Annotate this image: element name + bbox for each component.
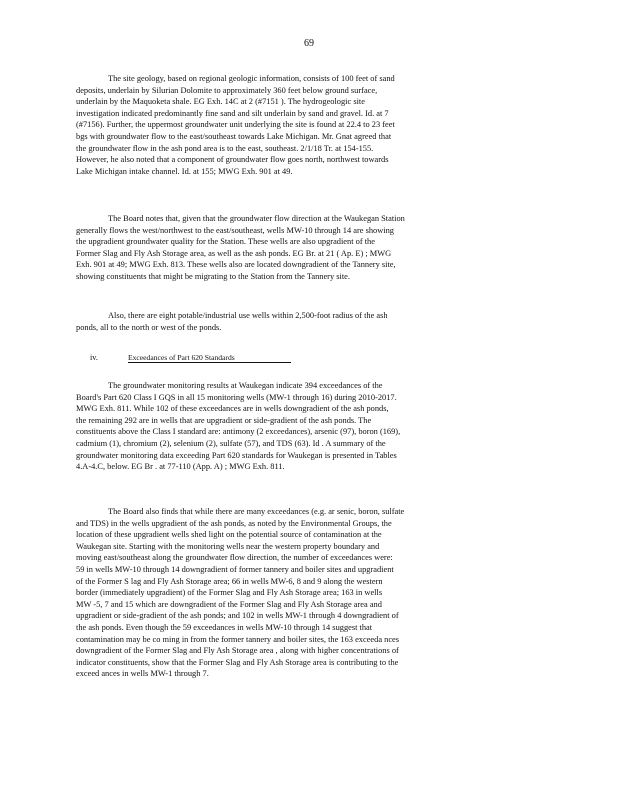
- section-number: iv.: [90, 353, 98, 362]
- text-line: upgradient or side-gradient of the ash ponds; and 102 in wells MW-1 through 4 downgradient of: [76, 611, 399, 621]
- text-line: deposits, underlain by Silurian Dolomite to approximately 360 feet below ground surface,: [76, 85, 378, 95]
- text-line: indicator constituents, show that the Former Slag and Fly Ash Storage area is contributing to the: [76, 657, 399, 667]
- text-line: Waukegan site. Starting with the monitoring wells near the western property boundary and: [76, 541, 380, 551]
- text-line: ponds, all to the north or west of the ponds.: [76, 322, 222, 332]
- text-line: The groundwater monitoring results at Waukegan indicate 394 exceedances of the: [108, 381, 383, 390]
- paragraph-exceedances: [76, 380, 536, 473]
- text-line: of the Former S lag and Fly Ash Storage area; 66 in wells MW-6, 8 and 9 along the western: [76, 576, 383, 586]
- text-line: The Board notes that, given that the groundwater flow direction at the Waukegan Station: [108, 214, 405, 223]
- text-line: groundwater monitoring data exceeding Part 620 standards for Waukegan is presented in Tables: [76, 450, 397, 460]
- text-line: bgs with groundwater flow to the east/southeast towards Lake Michigan. Mr. Gnat agreed that: [76, 131, 392, 141]
- text-line: and TDS) in the wells upgradient of the ash ponds, as noted by the Environmental Groups, the: [76, 518, 392, 528]
- text-line: However, he also noted that a component of groundwater flow goes north, northwest towards: [76, 155, 389, 165]
- text-line: MW -5, 7 and 15 which are downgradient of the Former Slag and Fly Ash Storage area and: [76, 599, 382, 609]
- text-line: The Board also finds that while there are many exceedances (e.g. ar senic, boron, sulfate: [108, 507, 405, 516]
- text-line: The site geology, based on regional geologic information, consists of 100 feet of sand: [108, 74, 395, 83]
- text-line: 59 in wells MW-10 through 14 downgradient of former tannery and boiler sites and upgradient: [76, 564, 394, 574]
- text-line: 4.A-4.C, below. EG Br . at 77-110 (App. A) ; MWG Exh. 811.: [76, 462, 285, 472]
- text-line: Also, there are eight potable/industrial use wells within 2,500-foot radius of the ash: [108, 311, 388, 320]
- text-line: generally flows the west/northwest to the east/southeast, wells MW-10 through 14 are showing: [76, 225, 394, 235]
- text-line: the remaining 292 are in wells that are upgradient or side-gradient of the ash ponds. The: [76, 415, 372, 425]
- text-line: Lake Michigan intake channel. Id. at 155; MWG Exh. 901 at 49.: [76, 166, 293, 176]
- section-title: Exceedances of Part 620 Standards: [128, 353, 291, 363]
- text-line: (#7156). Further, the uppermost groundwater unit underlying the site is found at 22.4 to 23 feet: [76, 120, 395, 130]
- text-line: contamination may be co ming in from the former tannery and boiler sites, the 163 exceeda nces: [76, 634, 400, 644]
- text-line: underlain by the Maquoketa shale. EG Exh. 14C at 2 (#7151 ). The hydrogeologic site: [76, 97, 365, 107]
- text-line: Board's Part 620 Class I GQS in all 15 monitoring wells (MW-1 through 16) during 2010-2017.: [76, 392, 397, 402]
- text-line: cadmium (1), chromium (2), selenium (2), sulfate (57), and TDS (63). Id . A summary of the: [76, 438, 386, 448]
- paragraph-board-findings: [76, 506, 536, 680]
- paragraph-site-geology: [76, 73, 536, 177]
- text-line: Exh. 901 at 49; MWG Exh. 813. These wells also are located downgradient of the Tannery site,: [76, 260, 396, 270]
- text-line: Former Slag and Fly Ash Storage area, as well as the ash ponds. EG Br. at 21 ( Ap. E) ; MWG: [76, 248, 392, 258]
- text-line: downgradient of the Former Slag and Fly Ash Storage area , along with higher concentrations of: [76, 646, 399, 656]
- text-line: location of these upgradient wells shed light on the potential source of contamination at the: [76, 530, 382, 540]
- paragraph-groundwater-flow: [76, 213, 536, 283]
- text-line: exceed ances in wells MW-1 through 7.: [76, 669, 209, 679]
- text-line: showing constituents that might be migrating to the Station from the Tannery site.: [76, 271, 350, 281]
- text-line: constituents above the Class I standard are: antimony (2 exceedances), arsenic (97), boron (169),: [76, 427, 401, 437]
- section-heading: [90, 353, 291, 363]
- text-line: the groundwater flow in the ash pond area is to the east, southeast. 2/1/18 Tr. at 154-155.: [76, 143, 374, 153]
- text-line: moving east/southeast along the groundwater flow direction, the number of exceedances were:: [76, 553, 393, 563]
- text-line: the upgradient groundwater quality for the Station. These wells are also upgradient of the: [76, 237, 375, 247]
- text-line: border (immediately upgradient) of the Former Slag and Fly Ash Storage area; 163 in wells: [76, 588, 383, 598]
- text-line: investigation indicated predominantly fine sand and silt underlain by sand and gravel. Id. at 7: [76, 108, 389, 118]
- paragraph-potable-wells: [76, 310, 536, 333]
- text-line: the ash ponds. Even though the 59 exceedances in wells MW-10 through 14 suggest that: [76, 622, 373, 632]
- text-line: MWG Exh. 811. While 102 of these exceedances are in wells downgradient of the ash ponds,: [76, 404, 389, 414]
- page-number: 69: [304, 38, 314, 49]
